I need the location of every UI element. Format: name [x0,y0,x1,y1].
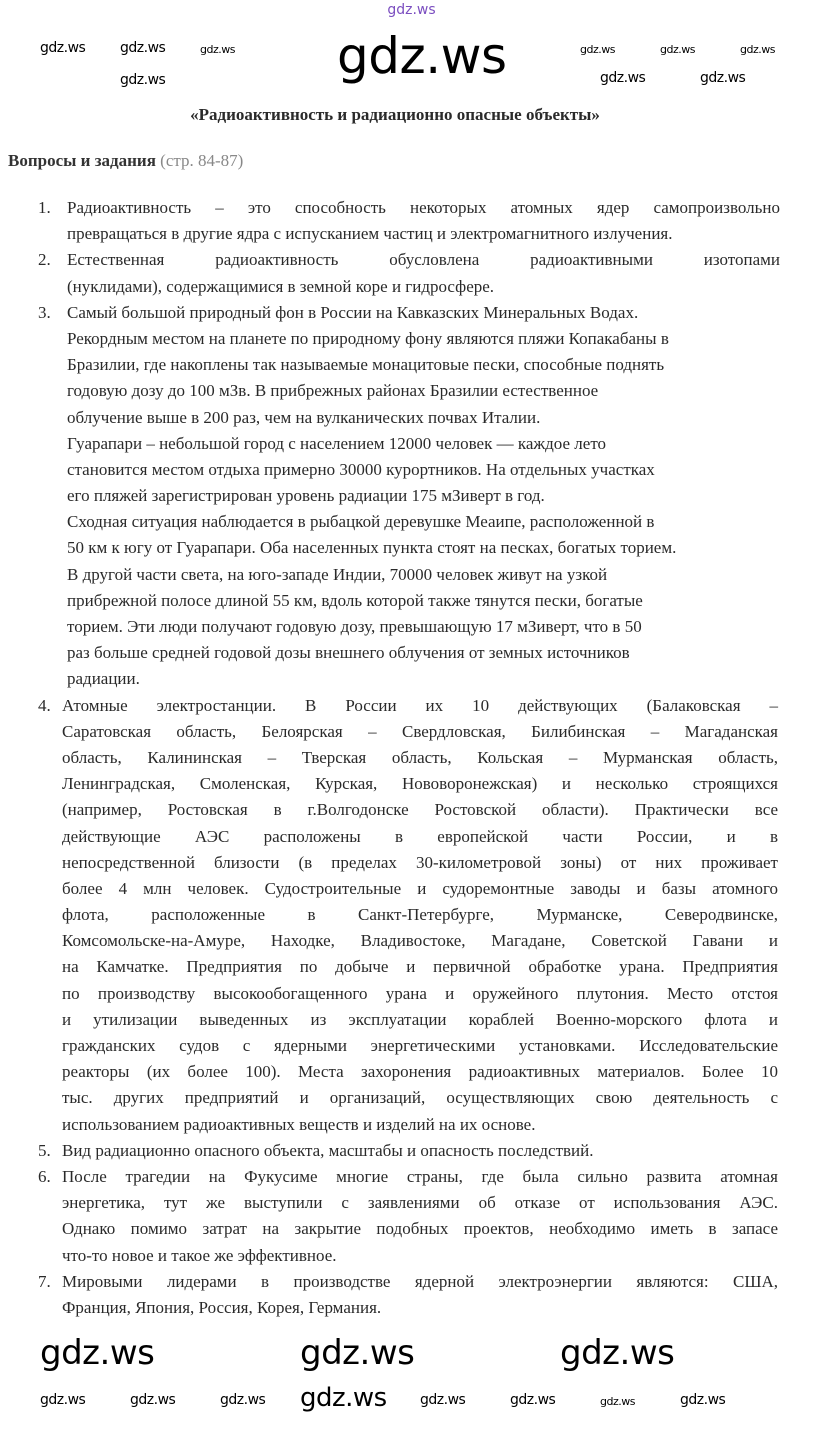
watermark: gdz.ws [40,1392,86,1408]
page-reference: (стр. 84-87) [160,151,244,170]
item-number: 5. [38,1140,51,1160]
item-number: 2. [38,250,51,270]
section-subheading [8,151,243,171]
text-line: реакторы (их более 100). Места захоронения радиоактивных материалов. Более 10 [62,1062,778,1082]
text-line: непосредственной близости (в пределах 30-километровой зоны) от них проживает [62,852,778,872]
text-line: на Камчатке. Предприятия по добыче и первичной обработке урана. Предприятия [62,957,778,977]
watermark: gdz.ws [337,27,507,85]
text-line: Франция, Япония, Россия, Корея, Германия. [62,1297,382,1317]
text-line: действующие АЭС расположены в европейской части России, и в [62,826,778,846]
text-line: Радиоактивность – это способность некоторых атомных ядер самопроизвольно [67,198,780,217]
text-line: Ленинградская, Смоленская, Курская, Нововоронежская) и несколько строящихся [62,774,778,794]
text-line: Вид радиационно опасного объекта, масштабы и опасность последствий. [62,1140,594,1160]
watermark: gdz.ws [300,1383,387,1413]
text-line: Однако помимо затрат на закрытие подобных проектов, необходимо иметь в запасе [62,1219,778,1239]
text-line: превращаться в другие ядра с испусканием частиц и электромагнитного излучения. [67,224,673,244]
subheading-label: Вопросы и задания [8,151,156,170]
item-number: 6. [38,1166,51,1186]
text-line: использованием радиоактивных веществ и изделий на их основе. [62,1114,536,1134]
text-line: годовую дозу до 100 мЗв. В прибрежных районах Бразилии естественное [67,381,599,401]
watermark: gdz.ws [120,72,166,88]
text-line: область, Калининская – Тверская область, Кольская – Мурманская область, [62,747,778,767]
text-line: тыс. других предприятий и организаций, осуществляющих свою деятельность с [62,1088,778,1108]
watermark: gdz.ws [40,1333,155,1373]
text-line: Сходная ситуация наблюдается в рыбацкой деревушке Меаипе, расположенной в [67,512,655,532]
text-line: что-то новое и такое же эффективное. [62,1245,337,1265]
text-line: 50 км к югу от Гуарапари. Оба населенных пункта стоят на песках, богатых торием. [67,538,677,558]
text-line: Гуарапари – небольшой город с населением 12000 человек — каждое лето [67,433,607,453]
answer-item [0,693,823,1138]
text-line: и утилизации выведенных из эксплуатации кораблей Военно-морского флота и [62,1009,778,1029]
site-watermark-top: gdz.ws [387,2,436,18]
text-line: более 4 млн человек. Судостроительные и судоремонтные заводы и базы атомного [62,878,778,898]
text-line: энергетика, тут же выступили с заявлениями об отказе от использования АЭС. [62,1193,778,1213]
watermark: gdz.ws [200,43,235,56]
text-line: Мировыми лидерами в производстве ядерной электроэнергии являются: США, [62,1271,778,1291]
item-number: 3. [38,302,51,322]
text-line: Саратовская область, Белоярская – Свердловская, Билибинская – Магаданская [62,721,778,741]
text-line: становится местом отдыха примерно 30000 курортников. На отдельных участках [67,459,655,479]
text-line: Атомные электростанции. В России их 10 действующих (Балаковская – [62,695,778,715]
watermark: gdz.ws [600,70,646,86]
watermark: gdz.ws [580,43,615,56]
answer-item [0,195,823,247]
watermark: gdz.ws [660,43,695,56]
watermark: gdz.ws [560,1333,675,1373]
text-line: Комсомольске-на-Амуре, Находке, Владивостоке, Магадане, Советской Гавани и [62,931,778,951]
text-line: радиации. [67,669,140,689]
answer-item [0,1269,823,1321]
watermark: gdz.ws [120,40,166,56]
document-title: «Радиоактивность и радиационно опасные объекты» [190,105,600,124]
text-line: прибрежной полосе длиной 55 км, вдоль которой также тянутся пески, богатые [67,590,643,610]
watermark: gdz.ws [420,1392,466,1408]
watermark: gdz.ws [510,1392,556,1408]
answer-item [0,1164,823,1269]
text-line: флота, расположенные в Санкт-Петербурге, Мурманске, Северодвинске, [62,905,778,925]
text-line: Рекордным местом на планете по природному фону являются пляжи Копакабаны в [67,328,669,348]
text-line: Естественная радиоактивность обусловлена радиоактивными изотопами [67,250,780,270]
answer-item [0,247,823,299]
item-number: 1. [38,198,51,217]
watermark: gdz.ws [680,1392,726,1408]
answer-item [0,1138,823,1164]
watermark: gdz.ws [220,1392,266,1408]
watermark: gdz.ws [130,1392,176,1408]
item-number: 7. [38,1271,51,1291]
answers-list [0,195,823,1321]
text-line: Самый большой природный фон в России на Кавказских Минеральных Водах. [67,302,639,322]
text-line: по производству высокообогащенного урана и оружейного плутония. Место отстоя [62,983,778,1003]
text-line: торием. Эти люди получают годовую дозу, превышающую 17 мЗиверт, что в 50 [67,617,642,636]
text-line: В другой части света, на юго-западе Индии, 70000 человек живут на узкой [67,564,608,584]
text-line: Бразилии, где накоплены так называемые монацитовые пески, способные поднять [67,355,665,375]
watermark: gdz.ws [740,43,775,56]
text-line: (нуклидами), содержащимися в земной коре и гидросфере. [67,276,495,296]
watermark: gdz.ws [40,40,86,56]
text-line: После трагедии на Фукусиме многие страны, где была сильно развита атомная [62,1166,778,1186]
text-line: гражданских судов с ядерными энергетическими установками. Исследовательские [62,1036,778,1055]
text-line: (например, Ростовская в г.Волгодонске Ростовской области). Практически все [62,800,778,820]
text-line: раз больше средней годовой дозы внешнего облучения от земных источников [67,643,630,663]
watermark: gdz.ws [600,1395,635,1408]
item-number: 4. [38,695,51,715]
watermark: gdz.ws [700,70,746,86]
text-line: его пляжей зарегистрирован уровень радиации 175 мЗиверт в год. [67,486,545,506]
answer-item [0,300,823,693]
watermark: gdz.ws [300,1333,415,1373]
text-line: облучение выше в 200 раз, чем на вулканических почвах Италии. [67,407,541,427]
